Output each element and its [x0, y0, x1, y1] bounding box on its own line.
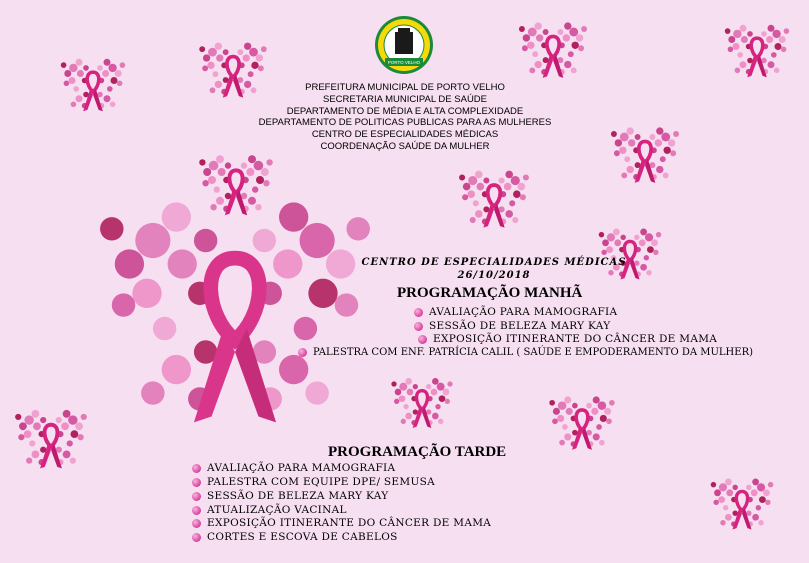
bullet-icon — [192, 492, 201, 501]
header-line: COORDENAÇÃO SAÚDE DA MULHER — [320, 140, 490, 152]
event-info — [356, 256, 632, 282]
afternoon-item: SESSÃO DE BELEZA MARY KAY — [192, 490, 388, 502]
header-line: DEPARTAMENTO DE MÉDIA E ALTA COMPLEXIDADE — [286, 105, 524, 117]
butterfly-icon — [456, 162, 532, 234]
butterfly-icon — [708, 472, 776, 534]
butterfly-icon — [58, 52, 128, 116]
afternoon-program-title: PROGRAMAÇÃO TARDE — [328, 444, 507, 460]
bullet-icon — [192, 478, 201, 487]
afternoon-item: AVALIAÇÃO PARA MAMOGRAFIA — [192, 462, 395, 474]
bullet-icon — [298, 348, 307, 357]
morning-item: AVALIAÇÃO PARA MAMOGRAFIA — [414, 306, 617, 318]
institution-header — [230, 82, 580, 153]
morning-item: SESSÃO DE BELEZA MARY KAY — [414, 320, 610, 332]
municipal-seal-icon — [373, 14, 435, 76]
butterfly-icon — [516, 14, 590, 84]
morning-item: PALESTRA COM ENF. PATRÍCIA CALIL ( SAÚDE E EMPODERAMENTO DA MULHER) — [298, 347, 753, 358]
afternoon-item: CORTES E ESCOVA DE CABELOS — [192, 531, 398, 543]
bullet-icon — [192, 464, 201, 473]
butterfly-icon — [722, 18, 792, 82]
bullet-icon — [414, 322, 423, 331]
butterfly-icon — [544, 390, 620, 454]
large-ribbon-butterfly-icon — [60, 176, 410, 440]
header-line: SECRETARIA MUNICIPAL DE SAÚDE — [323, 93, 487, 105]
morning-item: EXPOSIÇÃO ITINERANTE DO CÂNCER DE MAMA — [418, 333, 717, 345]
afternoon-item: ATUALIZAÇÃO VACINAL — [192, 504, 347, 516]
butterfly-icon — [608, 114, 682, 194]
event-date: 26/10/2018 — [457, 270, 531, 281]
header-line: DEPARTAMENTO DE POLITICAS PUBLICAS PARA AS MULHERES — [258, 117, 552, 129]
afternoon-item: EXPOSIÇÃO ITINERANTE DO CÂNCER DE MAMA — [192, 517, 491, 529]
header-line: CENTRO DE ESPECIALIDADES MÉDICAS — [311, 129, 499, 141]
bullet-icon — [418, 335, 427, 344]
bullet-icon — [192, 533, 201, 542]
afternoon-item: PALESTRA COM EQUIPE DPE/ SEMUSA — [192, 476, 435, 488]
svg-text:PORTO VELHO: PORTO VELHO — [387, 60, 421, 65]
event-venue: CENTRO DE ESPECIALIDADES MÉDICAS — [361, 257, 627, 268]
morning-program-title: PROGRAMAÇÃO MANHÃ — [397, 285, 583, 301]
bullet-icon — [192, 519, 201, 528]
header-line: PREFEITURA MUNICIPAL DE PORTO VELHO — [305, 82, 505, 93]
bullet-icon — [414, 308, 423, 317]
bullet-icon — [192, 506, 201, 515]
